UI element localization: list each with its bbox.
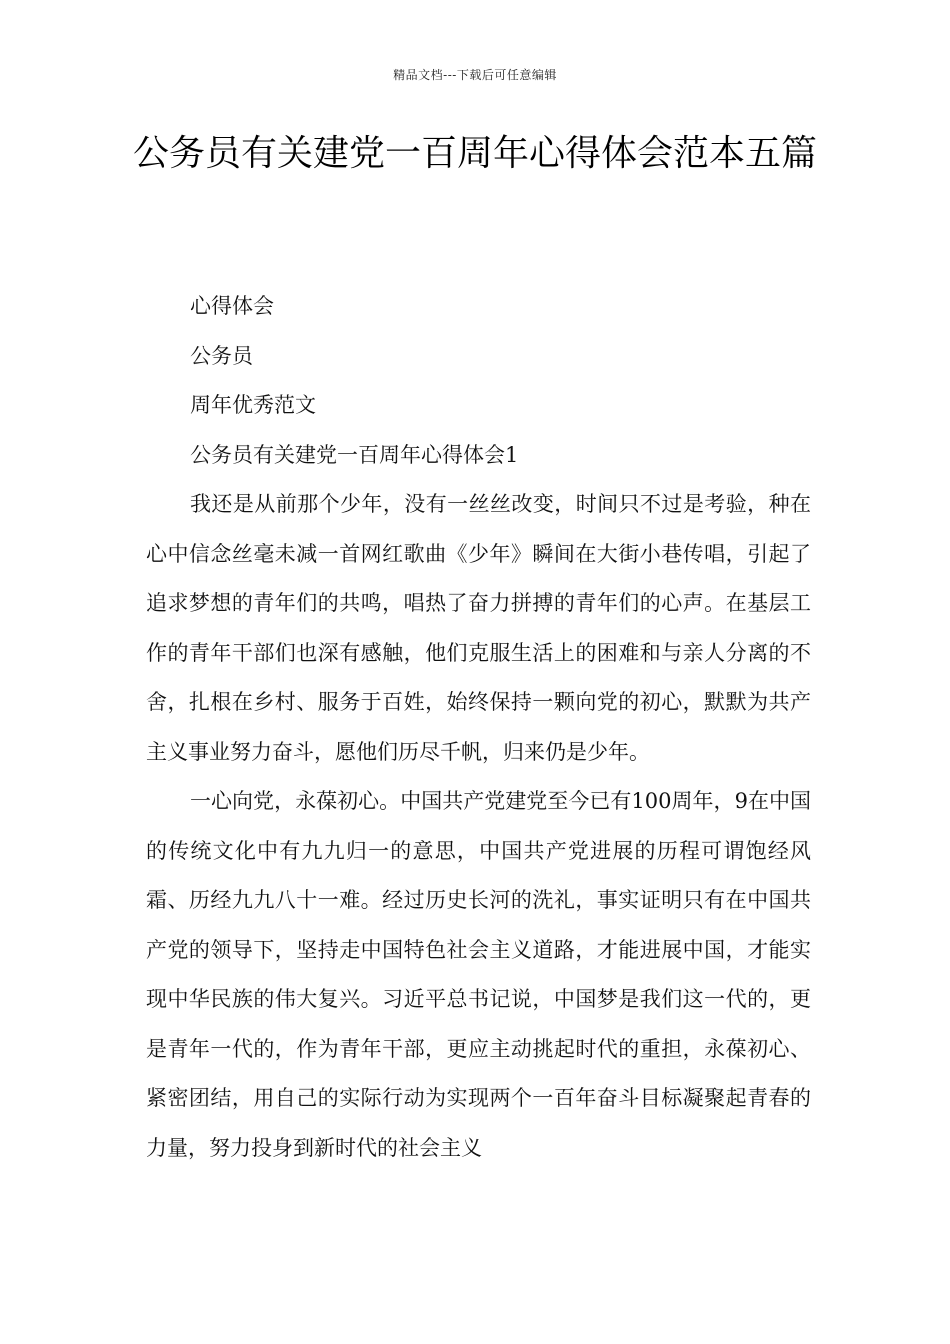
body-paragraph: 我还是从前那个少年，没有一丝丝改变，时间只不过是考验，种在心中信念丝毫未减一首网红歌曲《少年》瞬间在大街小巷传唱，引起了追求梦想的青年们的共鸣，唱热了奋力拼搏的青年们的心声。在基层工作的青年干部们也深有感触，他们克服生活上的困难和与亲人分离的不舍，扎根在乡村、服务于百姓，始终保持一颗向党的初心，默默为共产主义事业努力奋斗，愿他们历尽千帆，归来仍是少年。: [146, 492, 811, 764]
keyword-line: 周年优秀范文: [190, 393, 316, 417]
keyword-line: 心得体会: [190, 294, 274, 318]
body-paragraph: 一心向党，永葆初心。中国共产党建党至今已有100周年，9在中国的传统文化中有九九归一的意思，中国共产党进展的历程可谓饱经风霜、历经九九八十一难。经过历史长河的洗礼，事实证明只有在中国共产党的领导下，坚持走中国特色社会主义道路，才能进展中国，才能实现中华民族的伟大复兴。习近平总书记说，中国梦是我们这一代的，更是青年一代的，作为青年干部，更应主动挑起时代的重担，永葆初心、紧密团结，用自己的实际行动为实现两个一百年奋斗目标凝聚起青春的力量，努力投身到新时代的社会主义: [146, 789, 811, 1160]
document-body: [146, 282, 811, 1173]
header-note: 精品文档---下载后可任意编辑: [393, 68, 557, 82]
section-heading: 公务员有关建党一百周年心得体会1: [190, 442, 519, 467]
keyword-line: 公务员: [190, 343, 253, 368]
document-title: 公务员有关建党一百周年心得体会范本五篇: [132, 133, 817, 174]
